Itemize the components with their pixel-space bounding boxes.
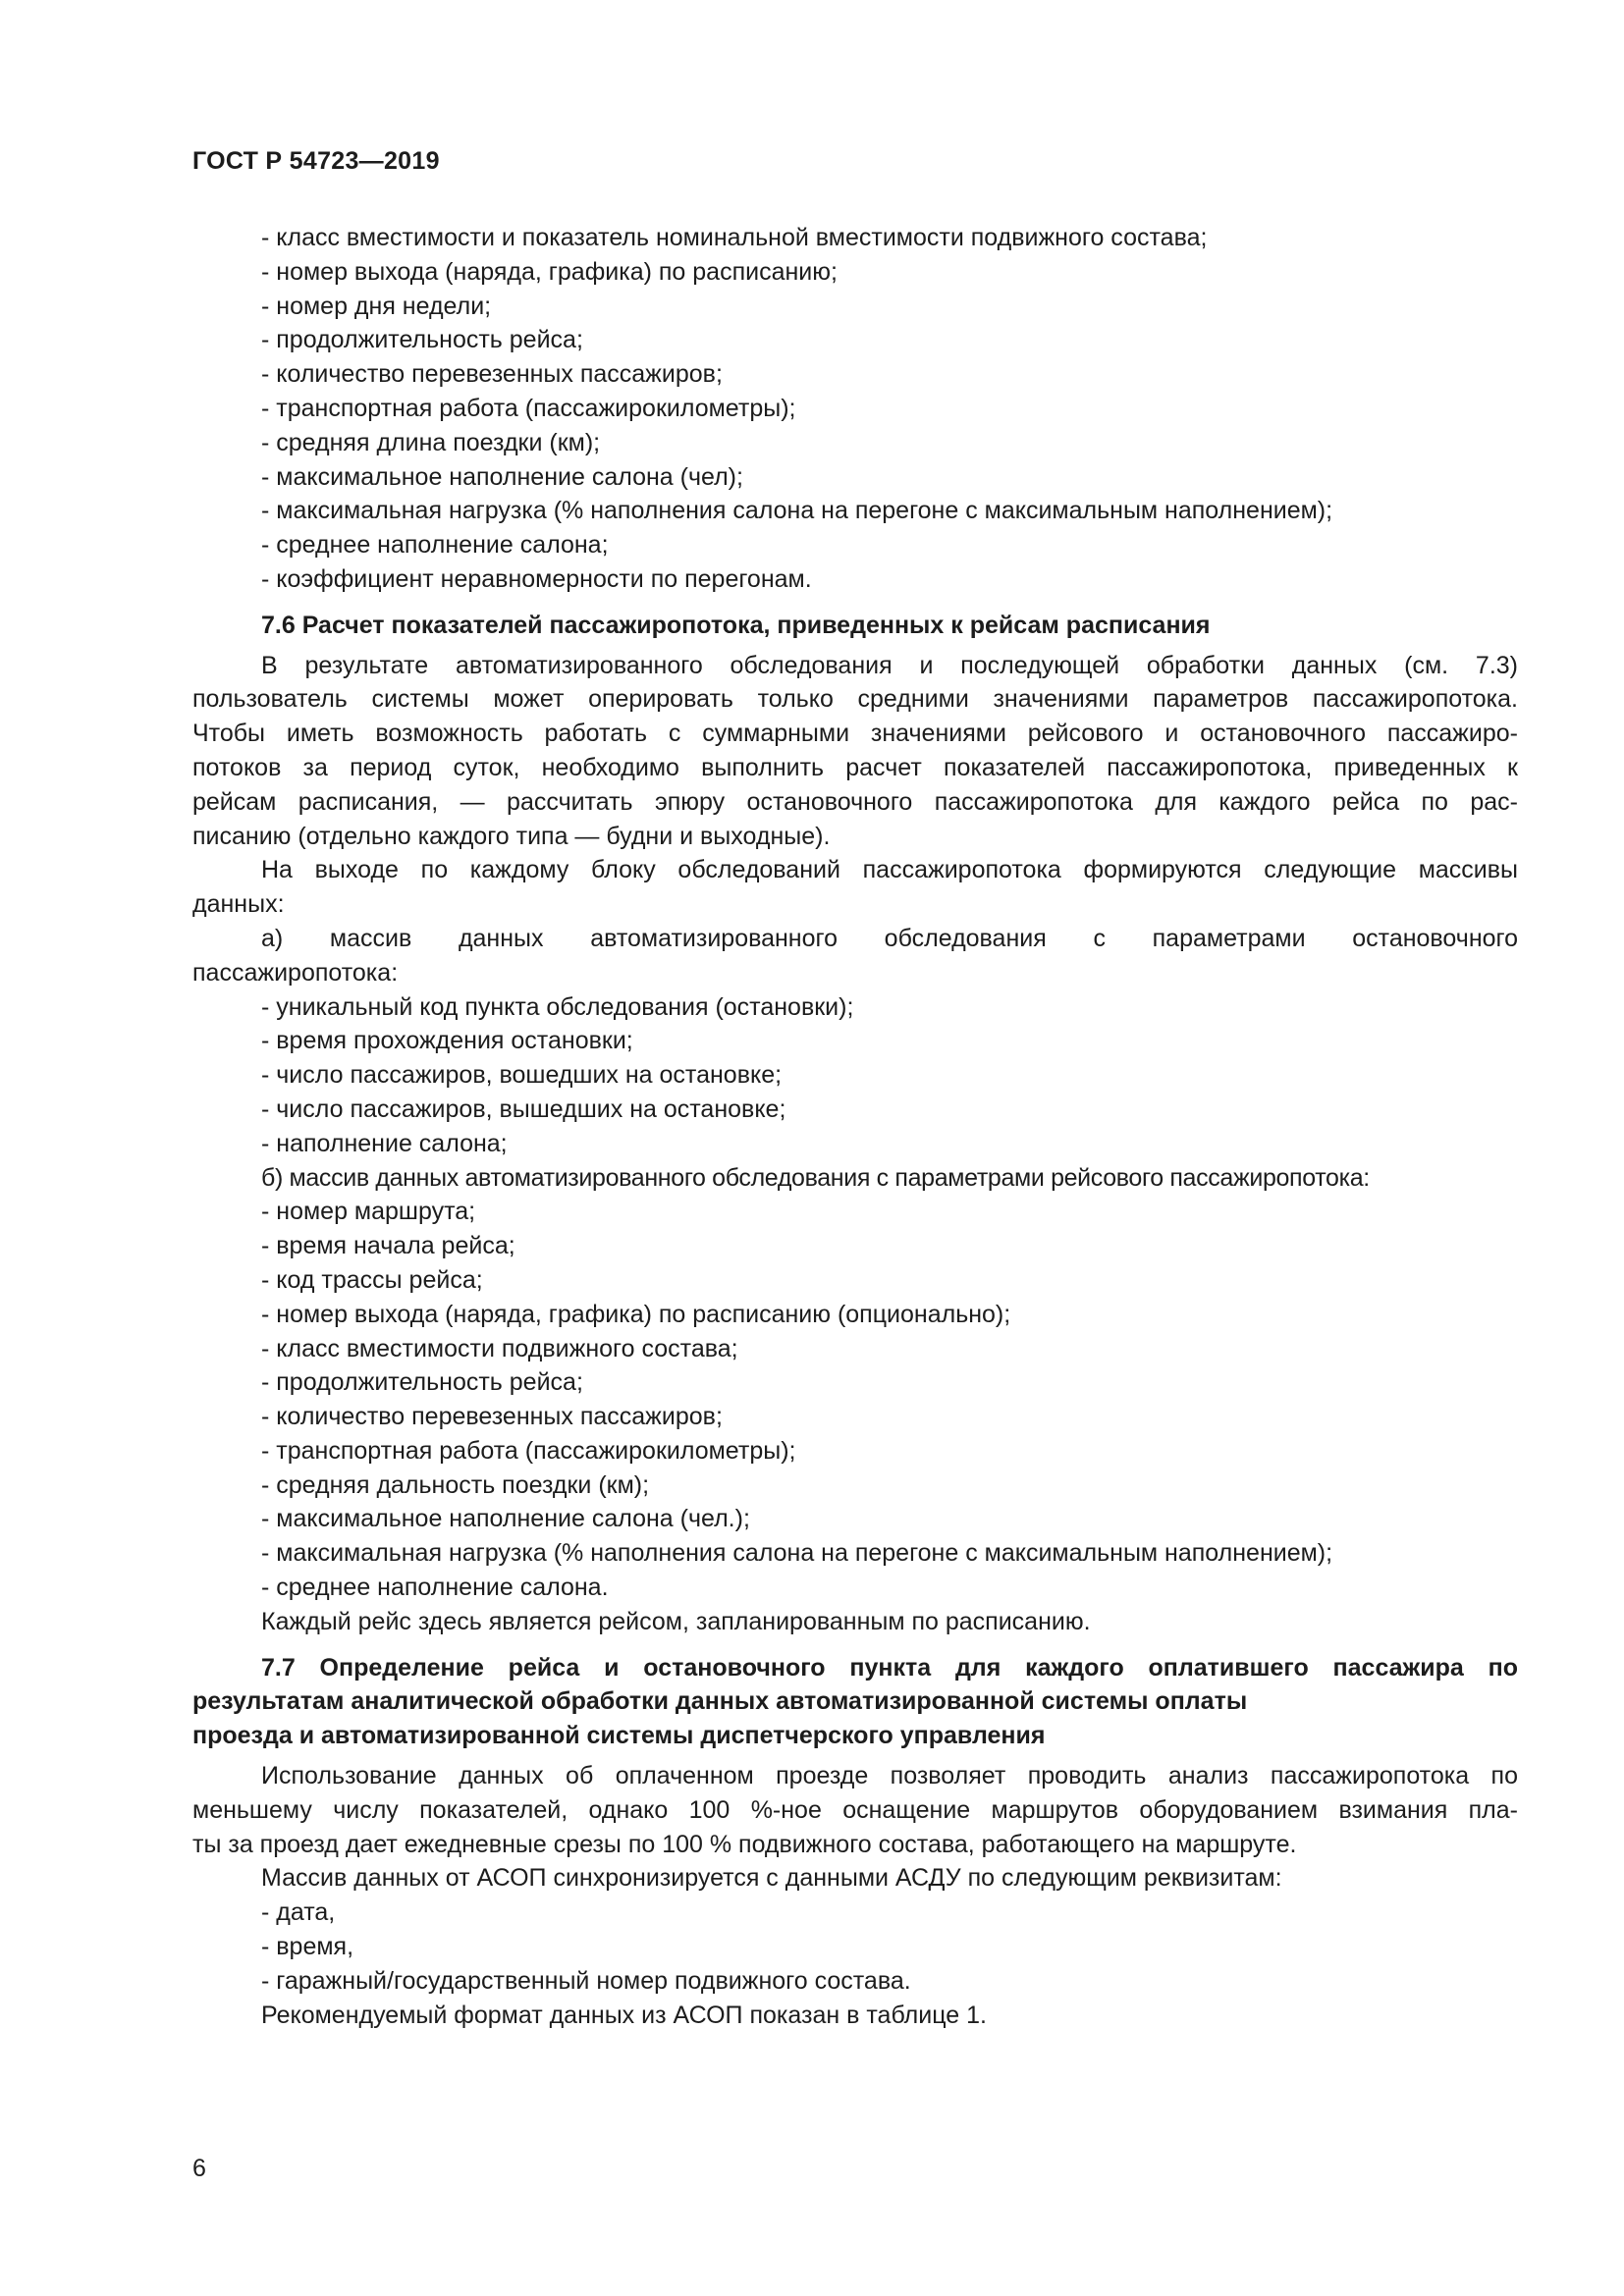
list-item: - средняя дальность поездки (км); — [261, 1470, 650, 1499]
list-item: - гаражный/государственный номер подвижного состава. — [261, 1966, 911, 1995]
list-item: - код трассы рейса; — [261, 1265, 483, 1294]
list-item: - средняя длина поездки (км); — [261, 428, 601, 456]
paragraph-line: На выходе по каждому блоку обследований пассажиропотока формируются следующие массивы — [261, 856, 1518, 884]
list-item: - класс вместимости подвижного состава; — [261, 1334, 738, 1362]
paragraph-line: Чтобы иметь возможность работать с суммарными значениями рейсового и остановочного пассажиро- — [192, 720, 1518, 748]
heading-line: проезда и автоматизированной системы диспетчерского управления — [192, 1722, 1046, 1750]
heading-line: результатам аналитической обработки данных автоматизированной системы оплаты — [192, 1687, 1248, 1716]
section-heading — [192, 1651, 1518, 1753]
list-item: - продолжительность рейса; — [261, 326, 583, 354]
paragraph — [192, 853, 1518, 922]
indicator-list-1 — [192, 221, 1518, 597]
list-item: - максимальная нагрузка (% наполнения салона на перегоне с максимальным наполнением); — [261, 1539, 1333, 1568]
paragraph-line: Массив данных от АСОП синхронизируется с данными АСДУ по следующим реквизитам: — [261, 1864, 1282, 1893]
list-item: - номер выхода (наряда, графика) по расписанию (опционально); — [261, 1300, 1011, 1328]
list-item: - коэффициент неравномерности по перегонам. — [261, 564, 812, 593]
sync-attributes-list — [192, 1896, 1518, 1998]
paragraph-line: В результате автоматизированного обследования и последующей обработки данных (см. 7.3) — [261, 651, 1518, 679]
paragraph-line: писанию (отдельно каждого типа — будни и выходные). — [192, 822, 831, 850]
list-item: - количество перевезенных пассажиров; — [261, 360, 723, 389]
list-item: - дата, — [261, 1898, 336, 1927]
paragraph-line: Использование данных об оплаченном проезде позволяет проводить анализ пассажиропотока по — [261, 1762, 1518, 1790]
list-item: - максимальная нагрузка (% наполнения салона на перегоне с максимальным наполнением); — [261, 497, 1333, 525]
page-number: 6 — [192, 2155, 206, 2182]
section-7-6 — [192, 609, 1518, 1639]
list-item: - продолжительность рейса; — [261, 1368, 583, 1397]
list-item: - среднее наполнение салона. — [261, 1574, 609, 1602]
list-item: - номер дня недели; — [261, 292, 492, 320]
list-item: - уникальный код пункта обследования (остановки); — [261, 992, 854, 1021]
section-7-7 — [192, 1651, 1518, 2033]
paragraph-line: пассажиропотока: — [192, 958, 399, 987]
list-item: - наполнение салона; — [261, 1129, 508, 1157]
list-intro-a — [192, 922, 1518, 990]
paragraph-line: а) массив данных автоматизированного обследования с параметрами остановочного — [261, 924, 1518, 952]
list-b — [192, 1195, 1518, 1605]
closing-sentence: Каждый рейс здесь является рейсом, запланированным по расписанию. — [261, 1607, 1091, 1635]
list-item: - номер выхода (наряда, графика) по расписанию; — [261, 257, 838, 286]
list-item: - среднее наполнение салона; — [261, 531, 609, 560]
paragraph-line: данных: — [192, 890, 285, 919]
list-item: - время начала рейса; — [261, 1232, 515, 1260]
paragraph-line: рейсам расписания, — рассчитать эпюру остановочного пассажиропотока для каждого рейса по рас- — [192, 787, 1518, 816]
list-item: - максимальное наполнение салона (чел); — [261, 462, 743, 491]
list-a — [192, 990, 1518, 1161]
paragraph-line: потоков за период суток, необходимо выполнить расчет показателей пассажиропотока, приведенных к — [192, 753, 1518, 781]
list-item: - транспортная работа (пассажирокилометры); — [261, 394, 796, 422]
section-heading: 7.6 Расчет показателей пассажиропотока, приведенных к рейсам расписания — [261, 611, 1211, 639]
paragraph — [192, 649, 1518, 854]
paragraph — [192, 1759, 1518, 1861]
list-item: - класс вместимости и показатель номинальной вместимости подвижного состава; — [261, 224, 1208, 251]
paragraph-line: меньшему числу показателей, однако 100 %-ное оснащение маршрутов оборудованием взимания пла- — [192, 1795, 1518, 1824]
list-item: - время, — [261, 1933, 354, 1961]
list-item: - число пассажиров, вышедших на остановке; — [261, 1095, 786, 1123]
paragraph-line: пользователь системы может оперировать только средними значениями параметров пассажиропотока. — [192, 685, 1518, 714]
list-intro-b: б) массив данных автоматизированного обследования с параметрами рейсового пассажиропотока: — [261, 1163, 1370, 1192]
document-body — [192, 221, 1518, 2032]
heading-line: 7.7 Определение рейса и остановочного пункта для каждого оплатившего пассажира по — [261, 1653, 1518, 1682]
list-item: - количество перевезенных пассажиров; — [261, 1403, 723, 1431]
list-item: - номер маршрута; — [261, 1198, 476, 1226]
document-header: ГОСТ Р 54723—2019 — [192, 147, 440, 175]
paragraph-line: ты за проезд дает ежедневные срезы по 100 % подвижного состава, работающего на маршруте. — [192, 1830, 1297, 1858]
list-item: - максимальное наполнение салона (чел.); — [261, 1505, 750, 1533]
list-item: - время прохождения остановки; — [261, 1027, 633, 1055]
list-item: - транспортная работа (пассажирокилометры); — [261, 1436, 796, 1465]
closing-sentence: Рекомендуемый формат данных из АСОП показан в таблице 1. — [261, 2001, 987, 2029]
list-item: - число пассажиров, вошедших на остановке; — [261, 1061, 783, 1090]
